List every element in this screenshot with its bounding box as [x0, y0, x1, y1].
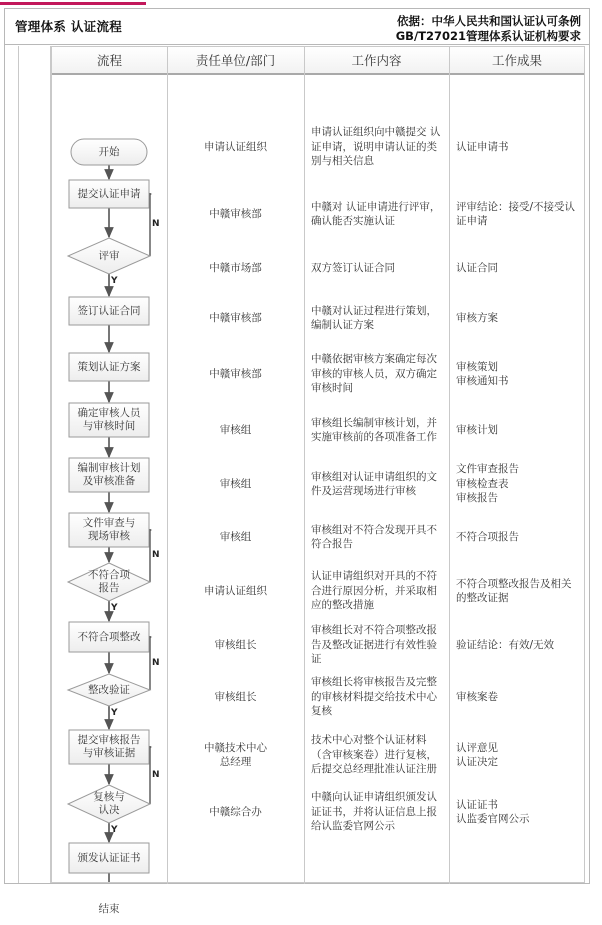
cell-text: 申请认证组织 [204, 140, 267, 153]
cell-content [304, 113, 449, 181]
flow-node-contract[interactable] [69, 297, 149, 325]
flow-node-submit[interactable] [69, 730, 149, 764]
cell-text: 中赣技术中心 总经理 [204, 741, 267, 768]
cell-owner [167, 778, 304, 846]
cell-text: 评审结论：接受/不接受认证申请 [456, 200, 576, 227]
flow-node-review[interactable] [68, 238, 150, 274]
basis-line-1: 依据：中华人民共和国认证认可条例 [397, 14, 581, 28]
cell-text: 中赣依据审核方案确定每次审核的审核人员，双方确定审核时间 [311, 353, 437, 395]
cell-owner [167, 113, 304, 181]
cell-text: 中赣对认证过程进行策划，编制认证方案 [311, 304, 437, 331]
cell-text: 申请认证组织向中赣提交 认证申请，说明申请认证的类别与相关信息 [311, 126, 441, 168]
flow-node-text: 评审 [98, 249, 120, 262]
flow-node-team[interactable] [69, 403, 149, 437]
column-header-process: 流程 [96, 53, 122, 68]
cell-text: 中赣市场部 [209, 261, 262, 274]
branch-label-no: N [152, 657, 160, 668]
cell-text: 认证证书 认监委官网公示 [456, 798, 530, 825]
branch-label-no: N [152, 769, 160, 780]
cell-text: 审核组 [219, 423, 252, 436]
branch-label-yes: Y [111, 825, 118, 835]
cell-text: 认证合同 [456, 261, 498, 274]
flow-node-text: 复核与 认决 [93, 791, 125, 816]
cell-text: 不符合项整改报告及相关的整改证据 [456, 577, 572, 604]
flow-node-text: 提交认证申请 [77, 187, 141, 200]
column-header-owner: 责任单位/部门 [195, 53, 276, 68]
flow-node-prep[interactable] [69, 458, 149, 492]
cell-text: 审核组 [219, 530, 252, 543]
cell-text: 中赣对 认证申请进行评审，确认能否实施认证 [311, 200, 441, 227]
cell-text: 文件审查报告 审核检查表 审核报告 [456, 463, 519, 505]
cell-text: 审核组 [219, 477, 252, 490]
cell-text: 中赣审核部 [209, 311, 262, 324]
cell-text: 审核案卷 [456, 690, 498, 703]
flow-node-text: 不符合项 报告 [88, 569, 130, 594]
basis-line-2: GB/T27021管理体系认证机构要求 [395, 28, 581, 43]
cell-text: 审核方案 [456, 311, 498, 324]
branch-label-yes: Y [111, 603, 118, 613]
flow-node-decision[interactable] [68, 785, 150, 823]
cell-text: 中赣向认证申请组织颁发认证证书，并将认证信息上报给认监委官网公示 [311, 791, 437, 833]
table-header-row [52, 47, 584, 75]
branch-label-no: N [152, 550, 160, 560]
flow-node-text: 文件审查与 现场审核 [82, 517, 136, 542]
cell-text: 中赣综合办 [209, 805, 262, 818]
cell-text: 中赣审核部 [209, 367, 262, 380]
flow-node-text: 开始 [98, 145, 120, 158]
flow-node-ncreport[interactable] [68, 563, 150, 601]
page-title: 管理体系 认证流程 [15, 19, 123, 34]
cell-text: 申请认证组织 [204, 584, 267, 597]
flow-node-text: 确定审核人员 与审核时间 [77, 407, 141, 432]
flow-node-label-end [57, 893, 161, 925]
flow-node-text: 颁发认证证书 [77, 851, 141, 864]
cell-text: 认证申请书 [456, 140, 509, 153]
branch-label-yes: Y [111, 276, 118, 286]
flow-node-text: 签订认证合同 [77, 304, 141, 317]
flow-node-text: 结束 [98, 902, 120, 915]
flow-node-audit[interactable] [69, 513, 149, 547]
cell-text: 审核组对不符合发现开具不符合报告 [311, 523, 437, 550]
cell-text: 双方签订认证合同 [311, 261, 395, 274]
flow-node-plan[interactable] [69, 353, 149, 381]
branch-label-no: N [152, 219, 160, 229]
cell-text: 认证申请组织对开具的不符合进行原因分析，并采取相应的整改措施 [311, 570, 437, 612]
branch-label-yes: Y [111, 708, 118, 718]
cell-output [449, 778, 585, 846]
cell-output [449, 113, 585, 181]
column-header-output: 工作成果 [491, 53, 542, 68]
cell-text: 审核组长编制审核计划，并实施审核前的各项准备工作 [311, 416, 437, 443]
title-band [5, 9, 589, 45]
cell-text: 审核组对认证申请组织的文件及运营现场进行审核 [311, 470, 437, 497]
flow-node-text: 整改验证 [88, 683, 130, 696]
flow-node-issue[interactable] [69, 843, 149, 873]
flow-node-apply[interactable] [69, 180, 149, 208]
cell-text: 技术中心对整个认证材料（含审核案卷）进行复核，后提交总经理批准认证注册 [311, 734, 437, 776]
flow-node-text: 策划认证方案 [77, 360, 141, 373]
cell-text: 审核组长 [214, 638, 257, 651]
basis-note [396, 14, 581, 43]
flow-node-text: 提交审核报告 与审核证据 [77, 734, 141, 759]
flow-table [51, 46, 585, 915]
cell-text: 审核策划 审核通知书 [456, 360, 509, 387]
cell-text: 审核组长对不符合项整改报告及整改证据进行有效性验证 [311, 624, 437, 666]
cell-content [304, 778, 449, 846]
cell-text: 审核计划 [456, 423, 498, 436]
flow-node-ncfix[interactable] [69, 622, 149, 652]
top-accent-line [0, 2, 146, 5]
flow-node-start[interactable] [71, 139, 147, 165]
cell-text: 不符合项报告 [456, 530, 519, 543]
cell-text: 审核组长将审核报告及完整的审核材料提交给技术中心复核 [311, 676, 437, 718]
flow-node-text: 编制审核计划 及审核准备 [77, 462, 141, 487]
cell-text: 审核组长 [214, 690, 257, 703]
flow-node-verify[interactable] [68, 674, 150, 706]
left-gutter-column [18, 46, 51, 883]
cell-text: 认评意见 认证决定 [456, 741, 498, 768]
column-header-content: 工作内容 [351, 53, 402, 68]
process-flowchart [52, 75, 167, 915]
cell-text: 验证结论：有效/无效 [456, 638, 555, 651]
flow-node-text: 不符合项整改 [77, 630, 141, 643]
flowchart-svg [52, 75, 167, 882]
cell-text: 中赣审核部 [209, 207, 262, 220]
